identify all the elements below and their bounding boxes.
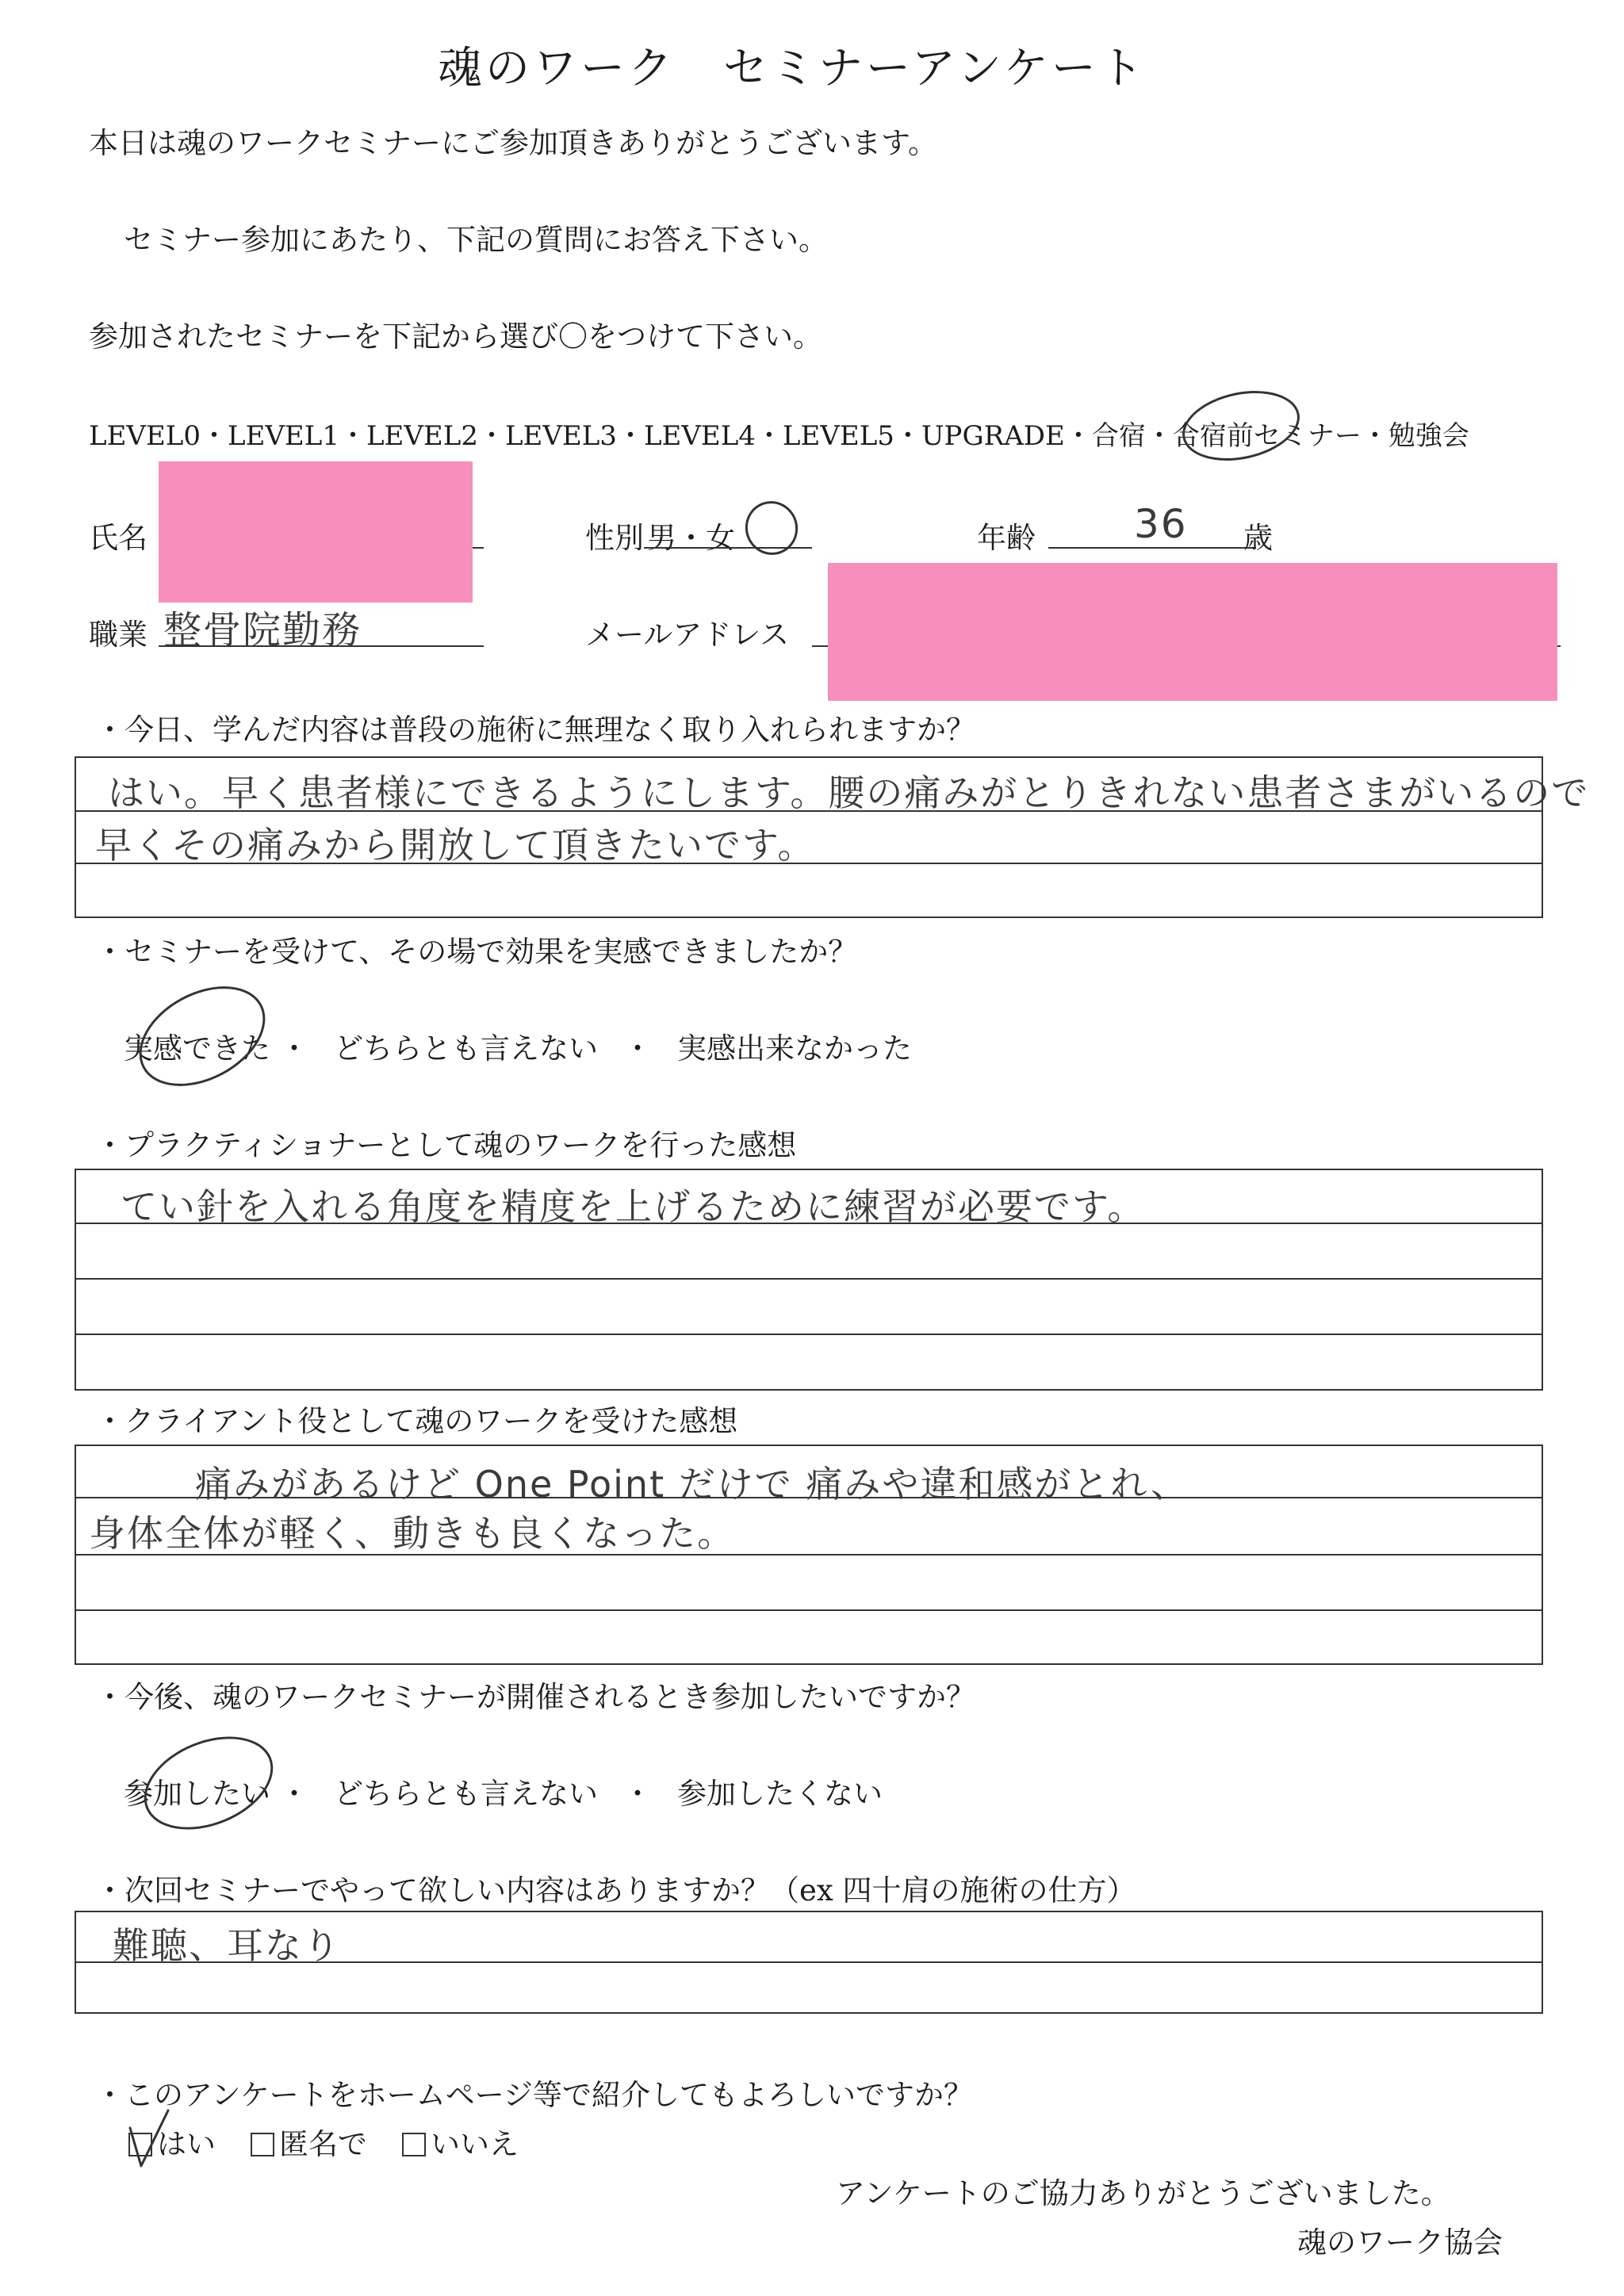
q7-option-yes[interactable]: はい: [128, 2127, 216, 2161]
age-unit: 歳: [1243, 521, 1273, 555]
name-label: 氏名: [89, 521, 147, 555]
seminar-selection-circle: [1176, 381, 1306, 470]
gender-option-female[interactable]: 女: [706, 521, 735, 555]
q1-answer-line-1: はい。早く患者様にできるようにします。腰の痛みがとりきれない患者さまがいるので: [108, 771, 1590, 814]
q1-label: ・今日、学んだ内容は普段の施術に無理なく取り入れられますか？: [95, 713, 975, 747]
footer-thanks: アンケートのご協力ありがとうございました。: [836, 2176, 1450, 2210]
q7-option-no[interactable]: いいえ: [402, 2127, 519, 2161]
q2-selection-circle: [122, 966, 282, 1107]
q4-label: ・クライアント役として魂のワークを受けた感想: [95, 1404, 738, 1438]
gender-label: 性別: [585, 521, 644, 555]
q4-answer-line-1: 痛みがあるけど One Point だけで 痛みや違和感がとれ、: [195, 1463, 1189, 1506]
q1-answer-box[interactable]: [75, 756, 1590, 918]
email-label: メールアドレス: [585, 618, 790, 652]
q2-option-yes[interactable]: 実感できた: [124, 1031, 270, 1066]
q5-option-neutral[interactable]: どちらとも言えない: [334, 1777, 598, 1811]
gender-selection-circle: [737, 494, 805, 562]
seminar-option-level3[interactable]: LEVEL3: [504, 420, 617, 452]
q7-options: [128, 2120, 519, 2163]
q7-anonymous-checkbox[interactable]: [251, 2133, 274, 2156]
seminar-option-upgrade[interactable]: UPGRADE: [921, 420, 1065, 452]
intro-line-2: セミナー参加にあたり、下記の質問にお答え下さい。: [124, 223, 828, 257]
q1-answer-line-2: 早くその痛みから開放して頂きたいです。: [95, 824, 816, 867]
age-field[interactable]: [1048, 547, 1256, 549]
q5-selection-circle: [130, 1719, 286, 1847]
q2-option-no[interactable]: 実感出来なかった: [677, 1031, 912, 1066]
gender-options: 男・女: [647, 521, 735, 555]
seminar-option-level5[interactable]: LEVEL5: [782, 420, 894, 452]
q2-options: 実感できた ・ どちらとも言えない ・ 実感出来なかった: [124, 1031, 912, 1066]
seminar-option-pre-gasshuku[interactable]: 合宿前セミナー: [1172, 420, 1362, 452]
q5-option-yes[interactable]: 参加したい: [124, 1777, 270, 1811]
age-value: 36: [1134, 501, 1188, 547]
job-value: 整骨院勤務: [163, 608, 362, 652]
q6-answer-line-1: 難聴、耳なり: [113, 1924, 341, 1967]
seminar-option-gasshuku[interactable]: 合宿: [1091, 420, 1146, 452]
q6-label: ・次回セミナーでやって欲しい内容はありますか？（ex 四十肩の施術の仕方）: [95, 1873, 1136, 1908]
name-redaction: [159, 461, 473, 603]
gender-option-male[interactable]: 男: [647, 521, 676, 555]
q2-option-neutral[interactable]: どちらとも言えない: [334, 1031, 598, 1066]
seminar-option-level0[interactable]: LEVEL0: [89, 420, 201, 452]
q6-answer-box[interactable]: [75, 1911, 1543, 2014]
q3-label: ・プラクティショナーとして魂のワークを行った感想: [95, 1128, 797, 1162]
age-label: 年齢: [977, 521, 1036, 555]
q3-answer-line-1: てい針を入れる角度を精度を上げるために練習が必要です。: [121, 1185, 1146, 1228]
q5-label: ・今後、魂のワークセミナーが開催されるとき参加したいですか？: [95, 1680, 975, 1714]
q7-label: ・このアンケートをホームページ等で紹介してもよろしいですか？: [95, 2078, 974, 2112]
email-redaction: [828, 563, 1557, 701]
seminar-options: LEVEL0・LEVEL1・LEVEL2・LEVEL3・LEVEL4・LEVEL5・UPGRADE・合宿・合宿前セミナー・勉強会: [89, 420, 1469, 452]
job-label: 職業: [89, 618, 147, 652]
q5-option-no[interactable]: 参加したくない: [677, 1777, 883, 1811]
q4-answer-line-2: 身体全体が軽く、動きも良くなった。: [89, 1512, 736, 1555]
q5-options: 参加したい ・ どちらとも言えない ・ 参加したくない: [124, 1777, 883, 1811]
q3-answer-box[interactable]: [75, 1169, 1543, 1391]
footer-org: 魂のワーク協会: [1297, 2225, 1503, 2260]
seminar-option-level2[interactable]: LEVEL2: [366, 420, 478, 452]
q4-answer-box[interactable]: [75, 1445, 1543, 1665]
q7-no-checkbox[interactable]: [402, 2133, 426, 2156]
seminar-option-level4[interactable]: LEVEL4: [643, 420, 756, 452]
q2-label: ・セミナーを受けて、その場で効果を実感できましたか？: [95, 935, 858, 969]
seminar-option-level1[interactable]: LEVEL1: [227, 420, 339, 452]
intro-line-1: 本日は魂のワークセミナーにご参加頂きありがとうございます。: [89, 126, 938, 160]
intro-line-3: 参加されたセミナーを下記から選び〇をつけて下さい。: [89, 320, 822, 354]
page-title: 魂のワーク セミナーアンケート: [438, 43, 1147, 94]
q7-check-mark: [127, 2109, 174, 2172]
q7-option-anonymous[interactable]: 匿名で: [251, 2127, 367, 2161]
seminar-option-study[interactable]: 勉強会: [1388, 420, 1469, 452]
